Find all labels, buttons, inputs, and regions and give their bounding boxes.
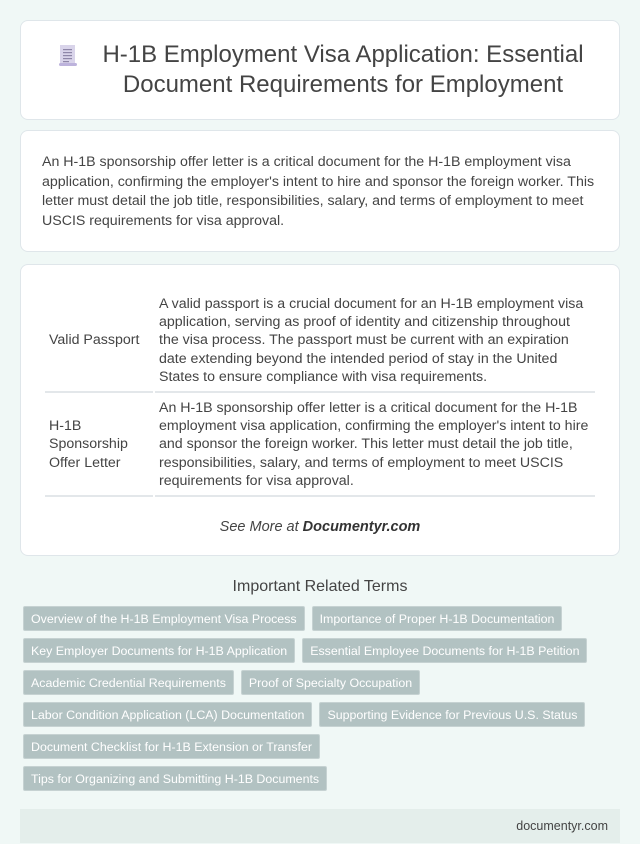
documents-card bbox=[20, 264, 620, 556]
related-term-tag[interactable]: Essential Employee Documents for H-1B Petition bbox=[302, 638, 587, 663]
related-term-tag[interactable]: Supporting Evidence for Previous U.S. Status bbox=[319, 702, 585, 727]
summary-card bbox=[20, 130, 620, 252]
title-wrap bbox=[55, 40, 589, 100]
footer-site-link[interactable]: documentyr.com bbox=[516, 819, 608, 833]
see-more-prefix: See More at bbox=[219, 519, 303, 536]
related-term-tag[interactable]: Labor Condition Application (LCA) Documentation bbox=[23, 702, 312, 727]
title-card bbox=[20, 20, 620, 120]
related-term-tag[interactable]: Proof of Specialty Occupation bbox=[241, 670, 420, 695]
document-description: A valid passport is a crucial document for an H-1B employment visa application, serving as proof of identity and citizenship throughout the visa process. The passport must be current with an expiration date extending beyond the intended period of stay in the United States to ensure compliance with visa requirements. bbox=[155, 289, 595, 393]
related-term-tag[interactable]: Importance of Proper H-1B Documentation bbox=[312, 606, 563, 631]
related-term-tag[interactable]: Tips for Organizing and Submitting H-1B Documents bbox=[23, 766, 327, 791]
related-term-tag[interactable]: Key Employer Documents for H-1B Application bbox=[23, 638, 295, 663]
document-icon bbox=[55, 43, 81, 69]
related-terms-list bbox=[20, 606, 620, 798]
documents-table bbox=[43, 289, 597, 497]
table-row bbox=[45, 289, 595, 393]
document-description: An H-1B sponsorship offer letter is a critical document for the H-1B employment visa application, confirming the employer's intent to hire and sponsor the foreign worker. This letter must detail the job title, responsibilities, salary, and terms of employment to meet USCIS requirements for visa approval. bbox=[155, 393, 595, 497]
related-term-tag[interactable]: Document Checklist for H-1B Extension or Transfer bbox=[23, 734, 320, 759]
table-row bbox=[45, 393, 595, 497]
related-term-tag[interactable]: Overview of the H-1B Employment Visa Process bbox=[23, 606, 305, 631]
summary-text: An H-1B sponsorship offer letter is a critical document for the H-1B employment visa application, confirming the employer's intent to hire and sponsor the foreign worker. This letter must detail the job title, responsibilities, salary, and terms of employment to meet USCIS requirements for visa approval. bbox=[42, 154, 595, 229]
see-more-site[interactable]: Documentyr.com bbox=[302, 519, 421, 536]
footer bbox=[20, 809, 620, 843]
see-more-link[interactable] bbox=[43, 519, 597, 535]
document-name: H-1B Sponsorship Offer Letter bbox=[45, 393, 153, 497]
document-name: Valid Passport bbox=[45, 289, 153, 393]
related-terms-title: Important Related Terms bbox=[232, 578, 408, 595]
page-title: H-1B Employment Visa Application: Essential Document Requirements for Employment bbox=[102, 41, 584, 98]
related-term-tag[interactable]: Academic Credential Requirements bbox=[23, 670, 234, 695]
